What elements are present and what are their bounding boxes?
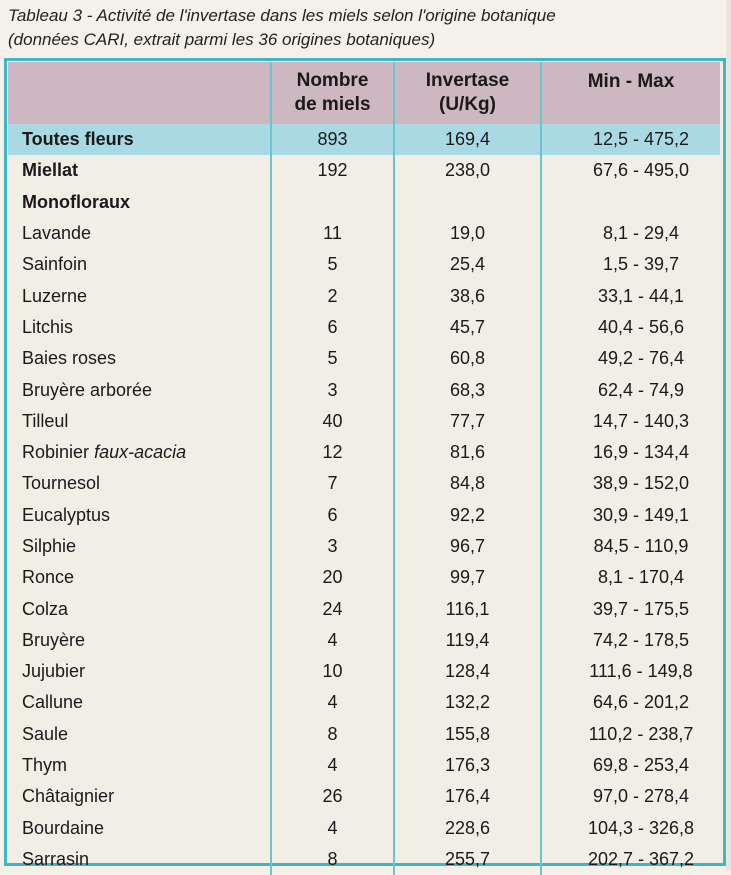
origin-name: Litchis: [22, 316, 74, 337]
cell-count: 5: [271, 249, 394, 280]
table-row: [8, 500, 720, 531]
cell-invertase: 119,4: [394, 625, 541, 656]
table-row: [8, 593, 720, 624]
cell-invertase: 255,7: [394, 844, 541, 875]
origin-name: Bruyère arborée: [22, 379, 153, 400]
cell-range: 8,1 - 170,4: [541, 562, 720, 593]
cell-origin: [8, 781, 271, 812]
cell-range: 30,9 - 149,1: [541, 500, 720, 531]
cell-count: 893: [271, 124, 394, 155]
origin-name: Jujubier: [22, 661, 86, 682]
cell-origin: [8, 187, 271, 218]
cell-origin: [8, 719, 271, 750]
cell-count: 4: [271, 813, 394, 844]
cell-range: 97,0 - 278,4: [541, 781, 720, 812]
header-count-line1: Nombre: [296, 70, 369, 91]
origin-name: Châtaignier: [22, 786, 115, 807]
cell-count: 4: [271, 750, 394, 781]
origin-name: Saule: [22, 723, 69, 744]
invertase-table: [8, 62, 720, 875]
cell-range: 16,9 - 134,4: [541, 437, 720, 468]
header-origin: [8, 62, 271, 124]
cell-count: 4: [271, 687, 394, 718]
cell-invertase: 132,2: [394, 687, 541, 718]
cell-range: 111,6 - 149,8: [541, 656, 720, 687]
table-row: [8, 468, 720, 499]
cell-count: 6: [271, 312, 394, 343]
cell-invertase: 38,6: [394, 280, 541, 311]
cell-invertase: 128,4: [394, 656, 541, 687]
table-row: [8, 280, 720, 311]
cell-range: 14,7 - 140,3: [541, 406, 720, 437]
cell-count: 12: [271, 437, 394, 468]
cell-count: 26: [271, 781, 394, 812]
caption-title: Tableau 3 - Activité de l'invertase dans les miels selon l'origine botanique: [8, 6, 556, 25]
cell-origin: [8, 656, 271, 687]
cell-range: 69,8 - 253,4: [541, 750, 720, 781]
cell-count: 3: [271, 374, 394, 405]
header-range-label: Min - Max: [587, 71, 675, 92]
cell-count: 4: [271, 625, 394, 656]
cell-origin: [8, 813, 271, 844]
cell-invertase: 68,3: [394, 374, 541, 405]
cell-origin: [8, 500, 271, 531]
cell-count: 20: [271, 562, 394, 593]
header-count: [271, 62, 394, 124]
cell-count: 2: [271, 280, 394, 311]
cell-invertase: 116,1: [394, 593, 541, 624]
cell-invertase: 60,8: [394, 343, 541, 374]
origin-name: Colza: [22, 598, 69, 619]
cell-origin: [8, 468, 271, 499]
cell-count: 3: [271, 531, 394, 562]
cell-range: 110,2 - 238,7: [541, 719, 720, 750]
origin-name: Callune: [22, 692, 84, 713]
cell-origin: [8, 312, 271, 343]
table-row: [8, 531, 720, 562]
origin-name: Luzerne: [22, 285, 88, 306]
origin-name: Bourdaine: [22, 817, 105, 838]
cell-invertase: 238,0: [394, 155, 541, 186]
table-row: [8, 343, 720, 374]
cell-invertase: 77,7: [394, 406, 541, 437]
cell-origin: [8, 343, 271, 374]
origin-name: Lavande: [22, 223, 92, 244]
table-row: [8, 813, 720, 844]
header-range: [541, 62, 720, 124]
header-row: [8, 62, 720, 124]
cell-origin: [8, 249, 271, 280]
cell-range: 64,6 - 201,2: [541, 687, 720, 718]
origin-name: Miellat: [22, 160, 79, 181]
cell-origin: [8, 406, 271, 437]
cell-range: 40,4 - 56,6: [541, 312, 720, 343]
table-row: [8, 687, 720, 718]
table-row: [8, 406, 720, 437]
table-row: [8, 437, 720, 468]
header-invertase-line1: Invertase: [425, 70, 510, 91]
cell-origin: [8, 155, 271, 186]
table-row: [8, 750, 720, 781]
table-row: [8, 562, 720, 593]
table-row: [8, 781, 720, 812]
cell-origin: [8, 374, 271, 405]
cell-origin: [8, 280, 271, 311]
origin-name: Thym: [22, 755, 67, 776]
cell-origin: [8, 562, 271, 593]
origin-name: Silphie: [22, 536, 77, 556]
cell-count: 192: [271, 155, 394, 186]
header-invertase-line2: (U/Kg): [439, 94, 496, 115]
cell-count: [271, 187, 394, 218]
table-row: [8, 124, 720, 155]
table-caption: [8, 4, 723, 52]
cell-invertase: [394, 187, 541, 218]
cell-origin: [8, 593, 271, 624]
cell-range: 62,4 - 74,9: [541, 374, 720, 405]
cell-count: 24: [271, 593, 394, 624]
table-row: [8, 656, 720, 687]
cell-invertase: 228,6: [394, 813, 541, 844]
cell-range: 84,5 - 110,9: [541, 531, 720, 562]
cell-range: 38,9 - 152,0: [541, 468, 720, 499]
cell-invertase: 45,7: [394, 312, 541, 343]
header-invertase: [394, 62, 541, 124]
table-row: [8, 625, 720, 656]
cell-invertase: 176,4: [394, 781, 541, 812]
cell-count: 7: [271, 468, 394, 499]
origin-name: Sainfoin: [22, 254, 88, 275]
cell-range: 202,7 - 367,2: [541, 844, 720, 875]
origin-name: Ronce: [22, 567, 75, 588]
origin-name: Toutes fleurs: [22, 129, 134, 150]
cell-count: 6: [271, 500, 394, 531]
origin-name: Sarrasin: [22, 848, 90, 869]
cell-range: [541, 187, 720, 218]
cell-range: 33,1 - 44,1: [541, 280, 720, 311]
cell-invertase: 176,3: [394, 750, 541, 781]
origin-name-italic: faux-acacia: [94, 442, 187, 463]
origin-name: Tilleul: [22, 410, 69, 431]
cell-invertase: 92,2: [394, 500, 541, 531]
cell-count: 8: [271, 844, 394, 875]
cell-count: 8: [271, 719, 394, 750]
cell-count: 5: [271, 343, 394, 374]
table-row: [8, 155, 720, 186]
header-count-line2: de miels: [294, 94, 371, 115]
cell-invertase: 25,4: [394, 249, 541, 280]
cell-invertase: 81,6: [394, 437, 541, 468]
cell-origin: [8, 750, 271, 781]
origin-name: Bruyère: [22, 629, 86, 650]
cell-invertase: 99,7: [394, 562, 541, 593]
cell-count: 11: [271, 218, 394, 249]
table-row: [8, 187, 720, 218]
origin-name: Monofloraux: [22, 191, 130, 212]
cell-invertase: 84,8: [394, 468, 541, 499]
table-row: [8, 719, 720, 750]
table-row: [8, 844, 720, 875]
origin-name: Eucalyptus: [22, 504, 111, 525]
cell-range: 74,2 - 178,5: [541, 625, 720, 656]
cell-origin: [8, 124, 271, 155]
cell-invertase: 96,7: [394, 531, 541, 562]
cell-origin: [8, 687, 271, 718]
cell-invertase: 155,8: [394, 719, 541, 750]
cell-range: 1,5 - 39,7: [541, 249, 720, 280]
origin-name: Robinier: [22, 442, 90, 463]
table-row: [8, 312, 720, 343]
cell-count: 40: [271, 406, 394, 437]
page-edge: [726, 0, 731, 870]
table-row: [8, 218, 720, 249]
cell-origin: [8, 844, 271, 875]
cell-range: 67,6 - 495,0: [541, 155, 720, 186]
cell-origin: [8, 437, 271, 468]
cell-origin: [8, 531, 271, 562]
caption-subtitle: (données CARI, extrait parmi les 36 origines botaniques): [8, 30, 436, 49]
cell-range: 39,7 - 175,5: [541, 593, 720, 624]
origin-name: Tournesol: [22, 473, 101, 494]
cell-origin: [8, 625, 271, 656]
cell-origin: [8, 218, 271, 249]
cell-range: 49,2 - 76,4: [541, 343, 720, 374]
cell-range: 12,5 - 475,2: [541, 124, 720, 155]
origin-name: Baies roses: [22, 348, 117, 369]
cell-range: 104,3 - 326,8: [541, 813, 720, 844]
table-row: [8, 249, 720, 280]
cell-range: 8,1 - 29,4: [541, 218, 720, 249]
cell-count: 10: [271, 656, 394, 687]
cell-invertase: 19,0: [394, 218, 541, 249]
table-row: [8, 374, 720, 405]
cell-invertase: 169,4: [394, 124, 541, 155]
